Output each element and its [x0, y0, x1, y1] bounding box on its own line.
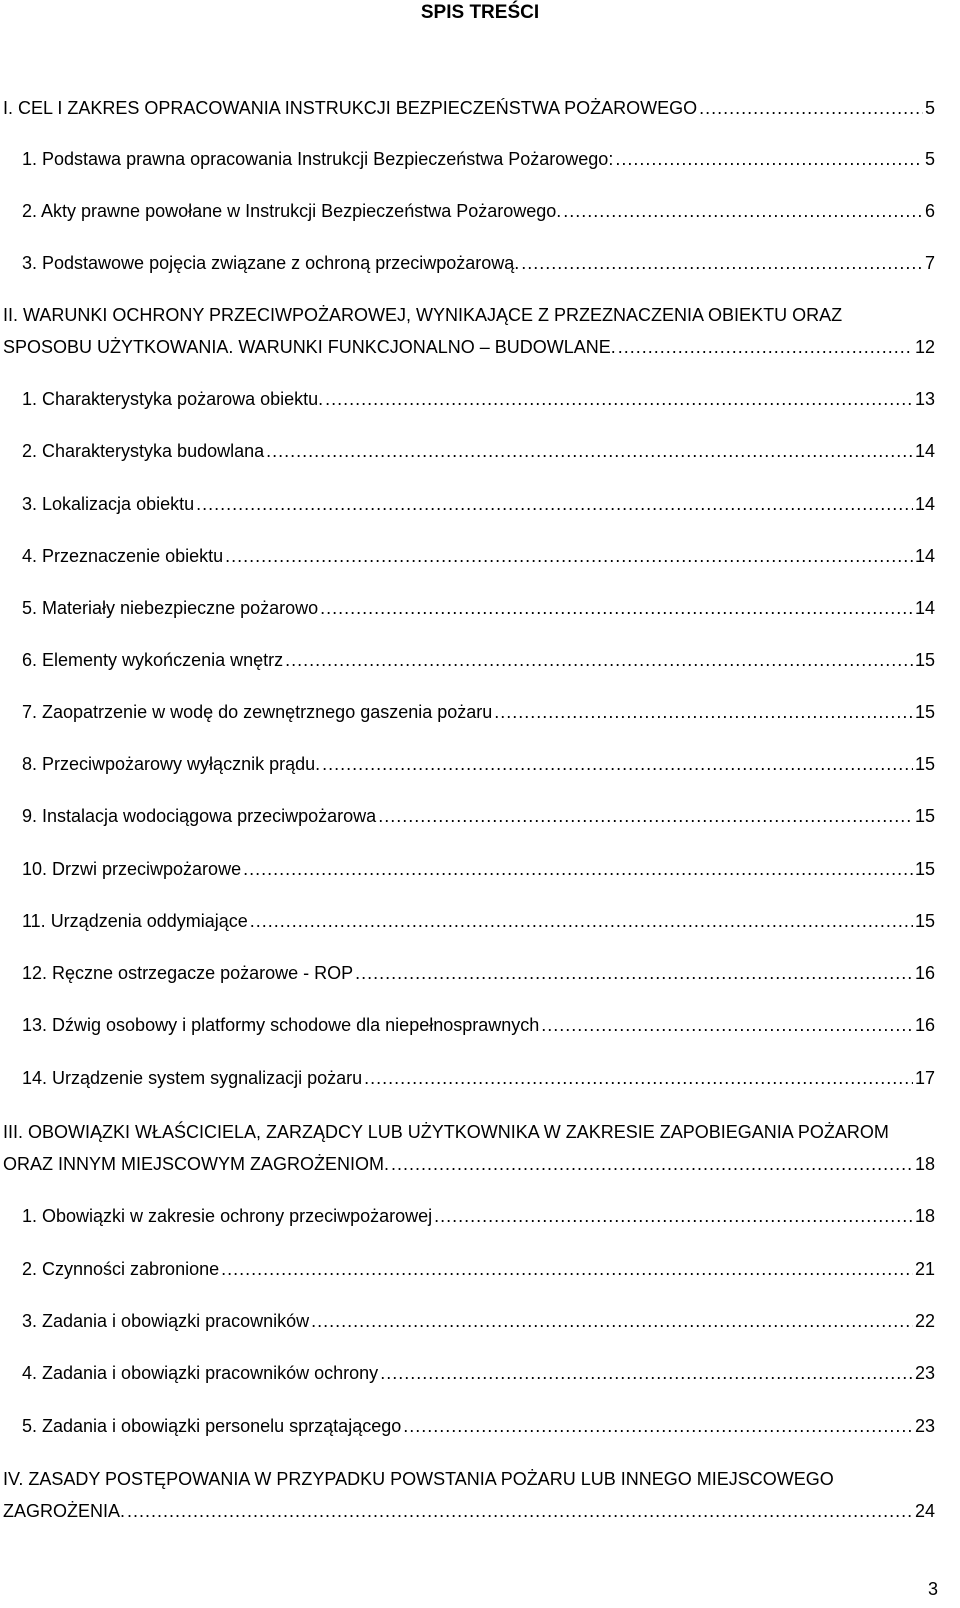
toc-entry-text: 5. Materiały niebezpieczne pożarowo — [22, 598, 319, 618]
toc-entry-21[interactable] — [22, 1205, 935, 1227]
toc-entry-text: 2. Akty prawne powołane w Instrukcji Bezpieczeństwa Pożarowego. — [22, 201, 562, 221]
toc-entry-11[interactable] — [22, 649, 935, 671]
toc-entry-5-line1[interactable]: II. WARUNKI OCHRONY PRZECIWPOŻAROWEJ, WYNIKAJĄCE Z PRZEZNACZENIA OBIEKTU ORAZ — [3, 305, 843, 325]
leader-dots — [378, 805, 913, 827]
leader-dots — [196, 493, 913, 515]
toc-entry-text: 6. Elementy wykończenia wnętrz — [22, 650, 284, 670]
toc-entry-12[interactable] — [22, 701, 935, 723]
toc-entry-page: 14 — [914, 441, 935, 461]
leader-dots — [521, 252, 923, 274]
toc-entry-page: 21 — [914, 1259, 935, 1279]
toc-title: SPIS TREŚCI — [420, 2, 540, 23]
toc-entry-page: 14 — [914, 598, 935, 618]
toc-entry-20[interactable] — [3, 1153, 935, 1175]
toc-entry-6[interactable] — [22, 388, 935, 410]
toc-entry-page: 16 — [914, 1015, 935, 1035]
toc-entry-text: 14. Urządzenie system sygnalizacji pożaru — [22, 1068, 363, 1088]
toc-entry-text: 1. Obowiązki w zakresie ochrony przeciwpożarowej — [22, 1206, 433, 1226]
leader-dots — [494, 701, 913, 723]
leader-dots — [541, 1014, 913, 1036]
toc-entry-text: 4. Zadania i obowiązki pracowników ochrony — [22, 1363, 379, 1383]
toc-entry-8[interactable] — [22, 493, 935, 515]
leader-dots — [221, 1258, 913, 1280]
leader-dots — [364, 1067, 913, 1089]
toc-entry-text: 8. Przeciwpożarowy wyłącznik prądu. — [22, 754, 321, 774]
leader-dots — [311, 1310, 913, 1332]
toc-entry-24[interactable] — [22, 1362, 935, 1384]
toc-entry-text: 3. Podstawowe pojęcia związane z ochroną przeciwpożarową. — [22, 253, 520, 273]
toc-entry-page: 15 — [914, 911, 935, 931]
toc-entry-page: 14 — [914, 546, 935, 566]
leader-dots — [355, 962, 913, 984]
toc-entry-text: 1. Podstawa prawna opracowania Instrukcji Bezpieczeństwa Pożarowego: — [22, 149, 614, 169]
toc-entry-text: 2. Charakterystyka budowlana — [22, 441, 265, 461]
leader-dots — [380, 1362, 913, 1384]
leader-dots — [322, 753, 913, 775]
toc-entry-text: 11. Urządzenia oddymiające — [22, 911, 248, 931]
toc-entry-text: I. CEL I ZAKRES OPRACOWANIA INSTRUKCJI BEZPIECZEŃSTWA POŻAROWEGO — [3, 98, 698, 118]
toc-entry-22[interactable] — [22, 1258, 935, 1280]
leader-dots — [403, 1415, 913, 1437]
toc-entry-text: 2. Czynności zabronione — [22, 1259, 220, 1279]
toc-entry-page: 6 — [924, 201, 935, 221]
leader-dots — [250, 910, 913, 932]
toc-entry-16[interactable] — [22, 910, 935, 932]
toc-entry-2[interactable] — [22, 148, 935, 170]
toc-entry-page: 16 — [914, 963, 935, 983]
page-number: 3 — [927, 1579, 938, 1599]
toc-entry-text: 3. Lokalizacja obiektu — [22, 494, 195, 514]
toc-entry-text: 5. Zadania i obowiązki personelu sprzątającego — [22, 1416, 402, 1436]
toc-entry-page: 22 — [914, 1311, 935, 1331]
leader-dots — [434, 1205, 913, 1227]
toc-entry-text: 1. Charakterystyka pożarowa obiektu. — [22, 389, 324, 409]
toc-entry-10[interactable] — [22, 597, 935, 619]
toc-entry-page: 15 — [914, 859, 935, 879]
toc-entry-page: 23 — [914, 1416, 935, 1436]
leader-dots — [266, 440, 913, 462]
toc-entry-page: 15 — [914, 702, 935, 722]
toc-entry-25[interactable] — [22, 1415, 935, 1437]
toc-entry-text: 10. Drzwi przeciwpożarowe — [22, 859, 242, 879]
toc-entry-page: 24 — [914, 1501, 935, 1521]
toc-entry-text: 4. Przeznaczenie obiektu — [22, 546, 224, 566]
toc-entry-text: 12. Ręczne ostrzegacze pożarowe - ROP — [22, 963, 354, 983]
toc-entry-text: ZAGROŻENIA. — [3, 1501, 126, 1521]
leader-dots — [285, 649, 913, 671]
toc-entry-19[interactable] — [22, 1067, 935, 1089]
toc-entry-text: SPOSOBU UŻYTKOWANIA. WARUNKI FUNKCJONALNO – BUDOWLANE. — [3, 337, 616, 357]
toc-entry-text: ORAZ INNYM MIEJSCOWYM ZAGROŻENIOM. — [3, 1154, 389, 1174]
toc-entry-page: 5 — [924, 149, 935, 169]
toc-entry-9[interactable] — [22, 545, 935, 567]
toc-entry-3[interactable] — [22, 200, 935, 222]
toc-entry-page: 18 — [914, 1206, 935, 1226]
toc-entry-text: 13. Dźwig osobowy i platformy schodowe dla niepełnosprawnych — [22, 1015, 540, 1035]
toc-entry-page: 13 — [914, 389, 935, 409]
toc-entry-text: 9. Instalacja wodociągowa przeciwpożarowa — [22, 806, 377, 826]
toc-entry-14[interactable] — [22, 805, 935, 827]
toc-entry-page: 17 — [914, 1068, 935, 1088]
leader-dots — [127, 1500, 913, 1522]
leader-dots — [615, 148, 923, 170]
toc-entry-18[interactable] — [22, 1014, 935, 1036]
toc-entry-page: 18 — [914, 1154, 935, 1174]
toc-entry-page: 15 — [914, 806, 935, 826]
toc-entry-26[interactable] — [3, 1500, 935, 1522]
leader-dots — [325, 388, 913, 410]
toc-entry-page: 23 — [914, 1363, 935, 1383]
toc-entry-26-line1[interactable]: IV. ZASADY POSTĘPOWANIA W PRZYPADKU POWSTANIA POŻARU LUB INNEGO MIEJSCOWEGO — [3, 1469, 834, 1489]
toc-entry-5[interactable] — [3, 336, 935, 358]
leader-dots — [320, 597, 913, 619]
toc-entry-17[interactable] — [22, 962, 935, 984]
toc-entry-page: 15 — [914, 754, 935, 774]
toc-entry-text: 7. Zaopatrzenie w wodę do zewnętrznego gaszenia pożaru — [22, 702, 493, 722]
leader-dots — [699, 97, 923, 119]
leader-dots — [391, 1153, 913, 1175]
leader-dots — [225, 545, 913, 567]
toc-entry-7[interactable] — [22, 440, 935, 462]
toc-entry-1[interactable] — [3, 97, 935, 119]
toc-entry-23[interactable] — [22, 1310, 935, 1332]
toc-entry-13[interactable] — [22, 753, 935, 775]
leader-dots — [563, 200, 923, 222]
toc-entry-4[interactable] — [22, 252, 935, 274]
toc-entry-page: 15 — [914, 650, 935, 670]
toc-entry-page: 5 — [924, 98, 935, 118]
leader-dots — [618, 336, 913, 358]
toc-entry-page: 12 — [914, 337, 935, 357]
toc-entry-page: 14 — [914, 494, 935, 514]
leader-dots — [243, 858, 913, 880]
toc-entry-20-line1[interactable]: III. OBOWIĄZKI WŁAŚCICIELA, ZARZĄDCY LUB UŻYTKOWNIKA W ZAKRESIE ZAPOBIEGANIA POŻAROM — [3, 1122, 889, 1142]
toc-entry-15[interactable] — [22, 858, 935, 880]
toc-entry-text: 3. Zadania i obowiązki pracowników — [22, 1311, 310, 1331]
toc-entry-page: 7 — [924, 253, 935, 273]
